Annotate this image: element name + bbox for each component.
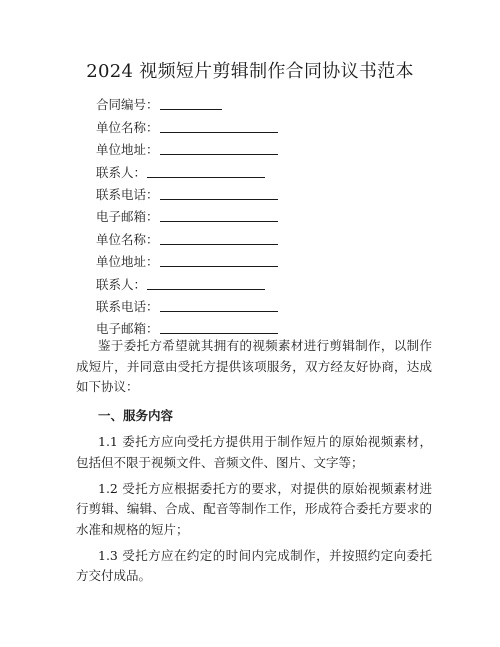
preamble-paragraph: 鉴于委托方希望就其拥有的视频素材进行剪辑制作，以制作成短片，并同意由受托方提供该项服务，双方经友好协商，达成如下协议： [76, 338, 432, 394]
field-label: 联系电话： [96, 298, 159, 314]
document-title: 2024 视频短片剪辑制作合同协议书范本 [86, 61, 414, 82]
field-label: 联系电话： [96, 186, 159, 202]
clause-1-1: 1.1 委托方应向受托方提供用于制作短片的原始视频素材，包括但不限于视频文件、音频文件、图片、文字等； [76, 434, 432, 470]
field-party-b-email [96, 315, 416, 337]
blank-line [147, 277, 265, 290]
field-label: 单位名称： [96, 119, 159, 135]
field-contract-number [96, 91, 416, 113]
field-party-b-phone [96, 293, 416, 315]
blank-line [160, 120, 278, 133]
field-label: 合同编号： [96, 97, 159, 113]
blank-line [160, 209, 278, 222]
blank-line [147, 165, 265, 178]
field-party-a-contact [96, 158, 416, 180]
field-label: 单位地址： [96, 142, 159, 158]
field-label: 单位名称： [96, 231, 159, 247]
field-party-b-contact [96, 270, 416, 292]
field-party-a-email [96, 203, 416, 225]
blank-line [160, 187, 278, 200]
document-body [76, 336, 432, 592]
field-party-b-address [96, 248, 416, 270]
clause-1-3: 1.3 受托方应在约定的时间内完成制作，并按照约定向委托方交付成品。 [76, 547, 432, 583]
field-party-b-name [96, 225, 416, 247]
field-label: 联系人： [96, 276, 147, 292]
blank-line [160, 232, 278, 245]
blank-line [160, 97, 222, 110]
field-label: 电子邮箱： [96, 321, 159, 337]
field-party-a-address [96, 136, 416, 158]
field-party-a-name [96, 113, 416, 135]
field-label: 联系人： [96, 164, 147, 180]
clause-1-2: 1.2 受托方应根据委托方的要求，对提供的原始视频素材进行剪辑、编辑、合成、配音等制作工作，形成符合委托方要求的水准和规格的短片； [76, 480, 432, 537]
field-party-a-phone [96, 181, 416, 203]
field-label: 电子邮箱： [96, 209, 159, 225]
section-heading: 一、服务内容 [98, 407, 174, 423]
blank-line [160, 321, 278, 334]
party-info-fields [96, 91, 416, 337]
blank-line [160, 299, 278, 312]
blank-line [160, 254, 278, 267]
blank-line [160, 142, 278, 155]
field-label: 单位地址： [96, 254, 159, 270]
